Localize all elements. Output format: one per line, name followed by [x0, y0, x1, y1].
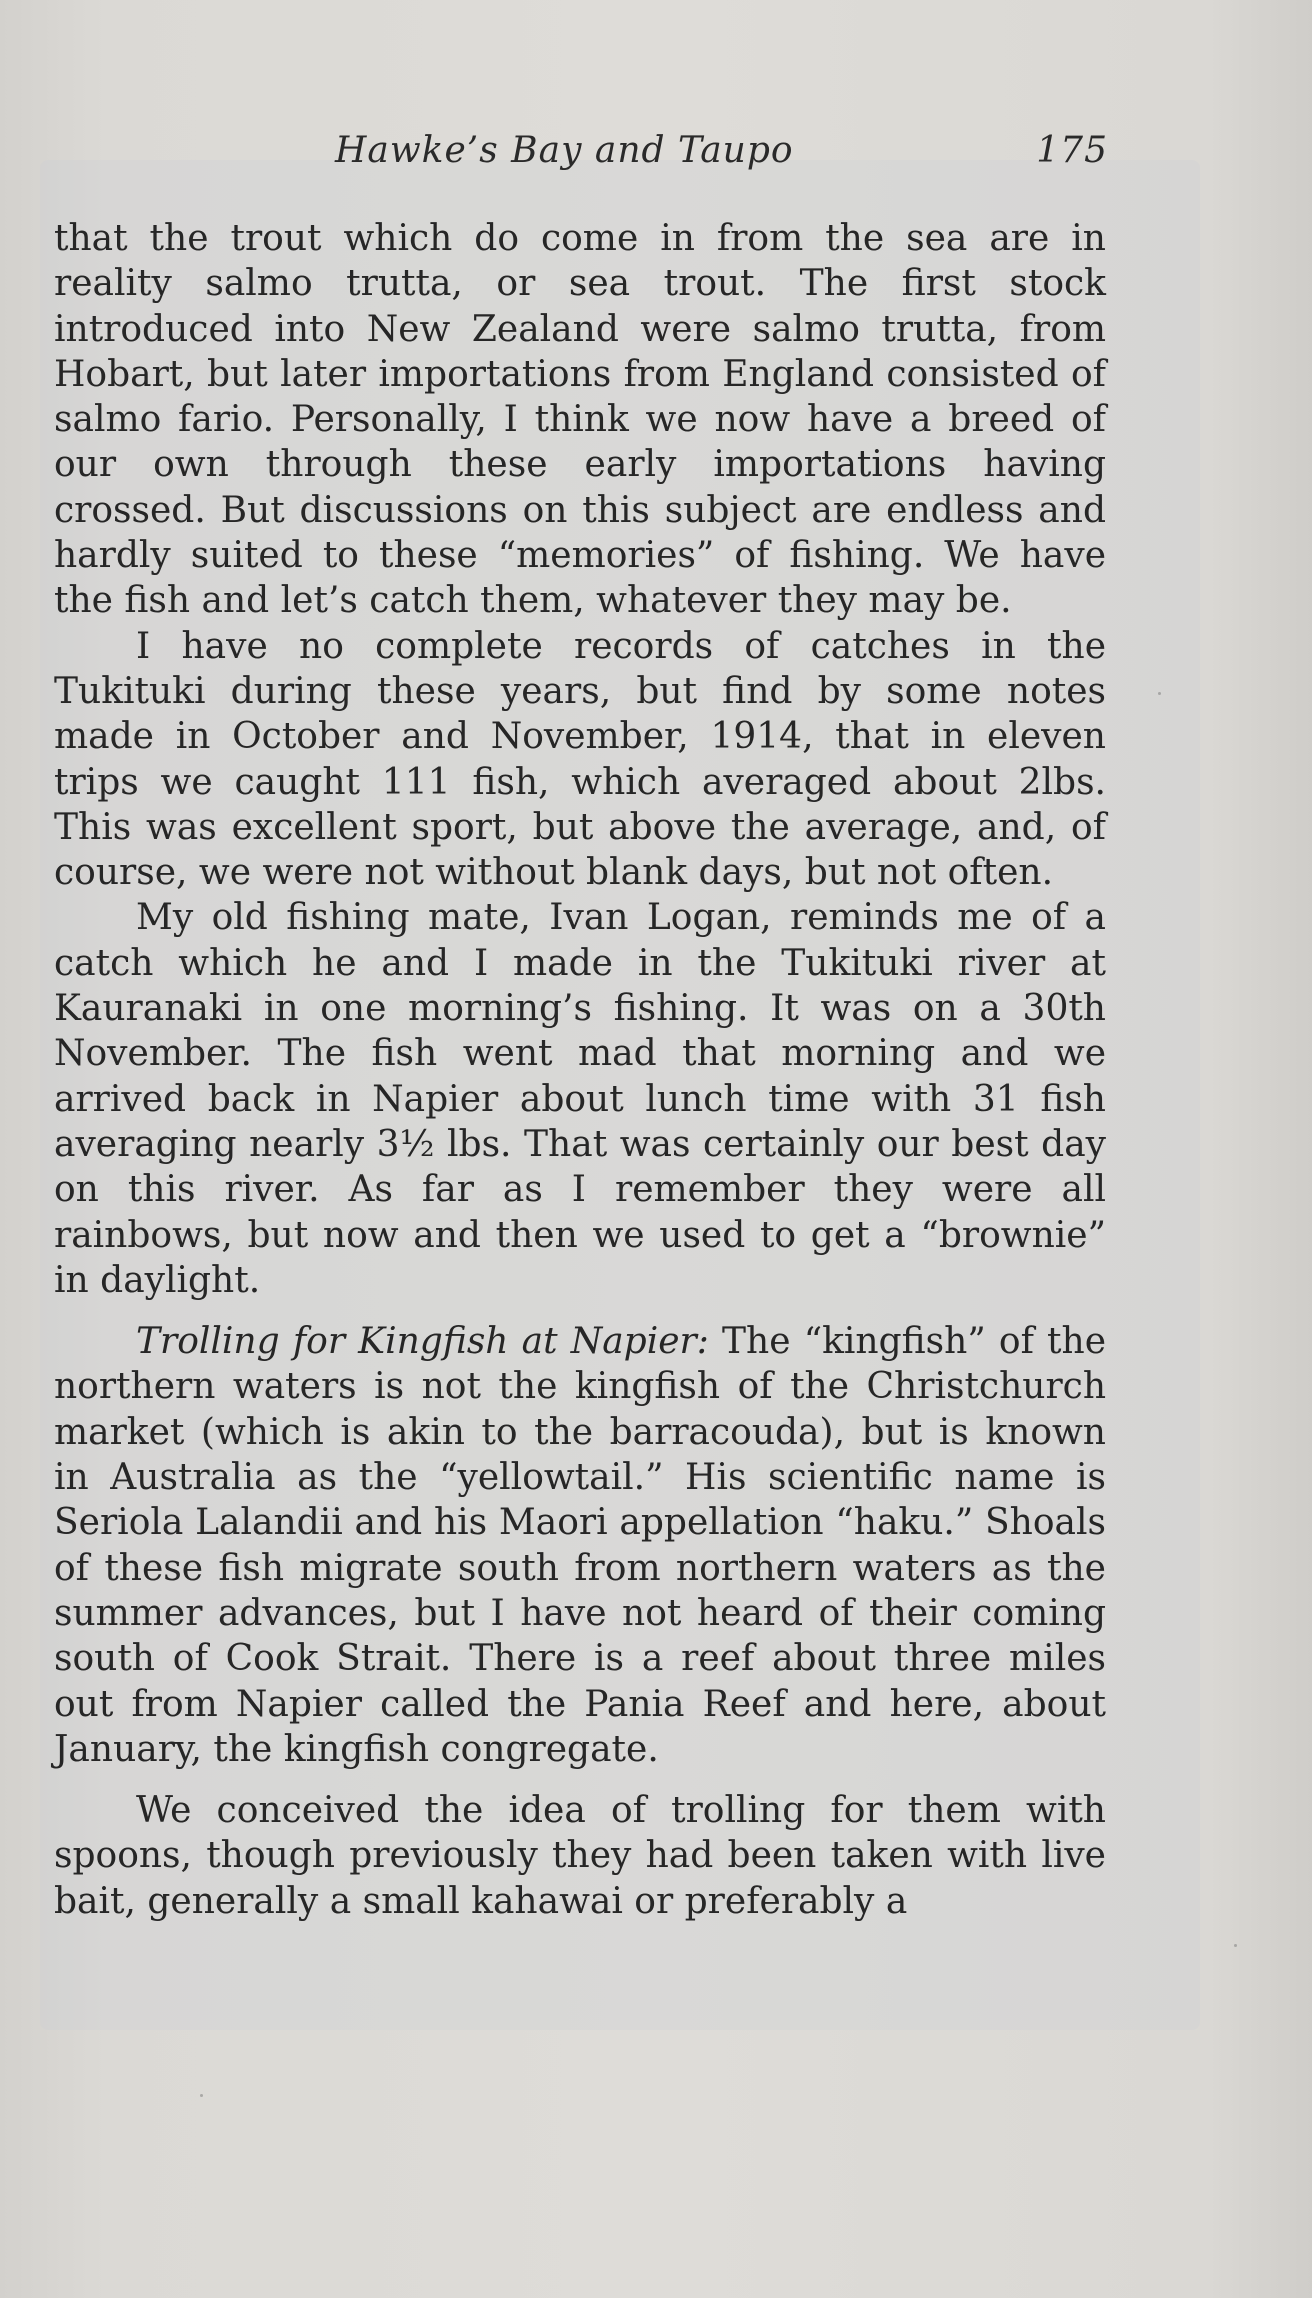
- page-number: 175: [1036, 130, 1108, 171]
- paper-speck: [1234, 1944, 1237, 1947]
- paragraph-2: I have no complete records of catches in the Tukituki during these years, but find by some notes made in October and November, 1914, that in eleven trips we caught 111 fish, which averaged about 2lbs. This was excellent sport, but above the average, and, of course, we were not without blank days, but not often.: [54, 625, 1106, 894]
- running-header: [0, 124, 1312, 184]
- paragraph-4-text: The “kingfish” of the northern waters is not the kingfish of the Christchurch market (which is akin to the barracouda), but is known in Australia as the “yellowtail.” His scientific name is Seriola Lalandii and his Maori appellation “haku.” Shoals of these fish migrate south from northern waters as the summer advances, but I have not heard of their coming south of Cook Strait. There is a reef about three miles out from Napier called the Pania Reef and here, about January, the kingfish congregate.: [54, 1321, 1106, 1770]
- paragraph-4: [54, 1319, 1106, 1772]
- running-title: Hawke’s Bay and Taupo: [335, 130, 794, 171]
- paragraph-1: that the trout which do come in from the sea are in reality salmo trutta, or sea trout. The first stock introduced into New Zealand were salmo trutta, from Hobart, but later importations from England consisted of salmo fario. Personally, I think we now have a breed of our own through these early importations having crossed. But discussions on this subject are endless and hardly suited to these “memories” of fishing. We have the fish and let’s catch them, whatever they may be.: [54, 218, 1106, 622]
- section-heading: Trolling for Kingfish at Napier:: [136, 1321, 709, 1363]
- paragraph-5: We conceived the idea of trolling for them with spoons, though previously they had been taken with live bait, generally a small kahawai or preferably a: [54, 1790, 1106, 1922]
- paragraph-3: My old fishing mate, Ivan Logan, reminds me of a catch which he and I made in the Tukituki river at Kauranaki in one morning’s fishing. It was on a 30th November. The fish went mad that morning and we arrived back in Napier about lunch time with 31 fish averaging nearly 3½ lbs. That was certainly our best day on this river. As far as I remember they were all rainbows, but now and then we used to get a “brownie” in daylight.: [54, 897, 1106, 1301]
- body-text: [54, 216, 1106, 1924]
- paper-speck: [200, 2094, 203, 2097]
- paper-speck: [1158, 692, 1161, 695]
